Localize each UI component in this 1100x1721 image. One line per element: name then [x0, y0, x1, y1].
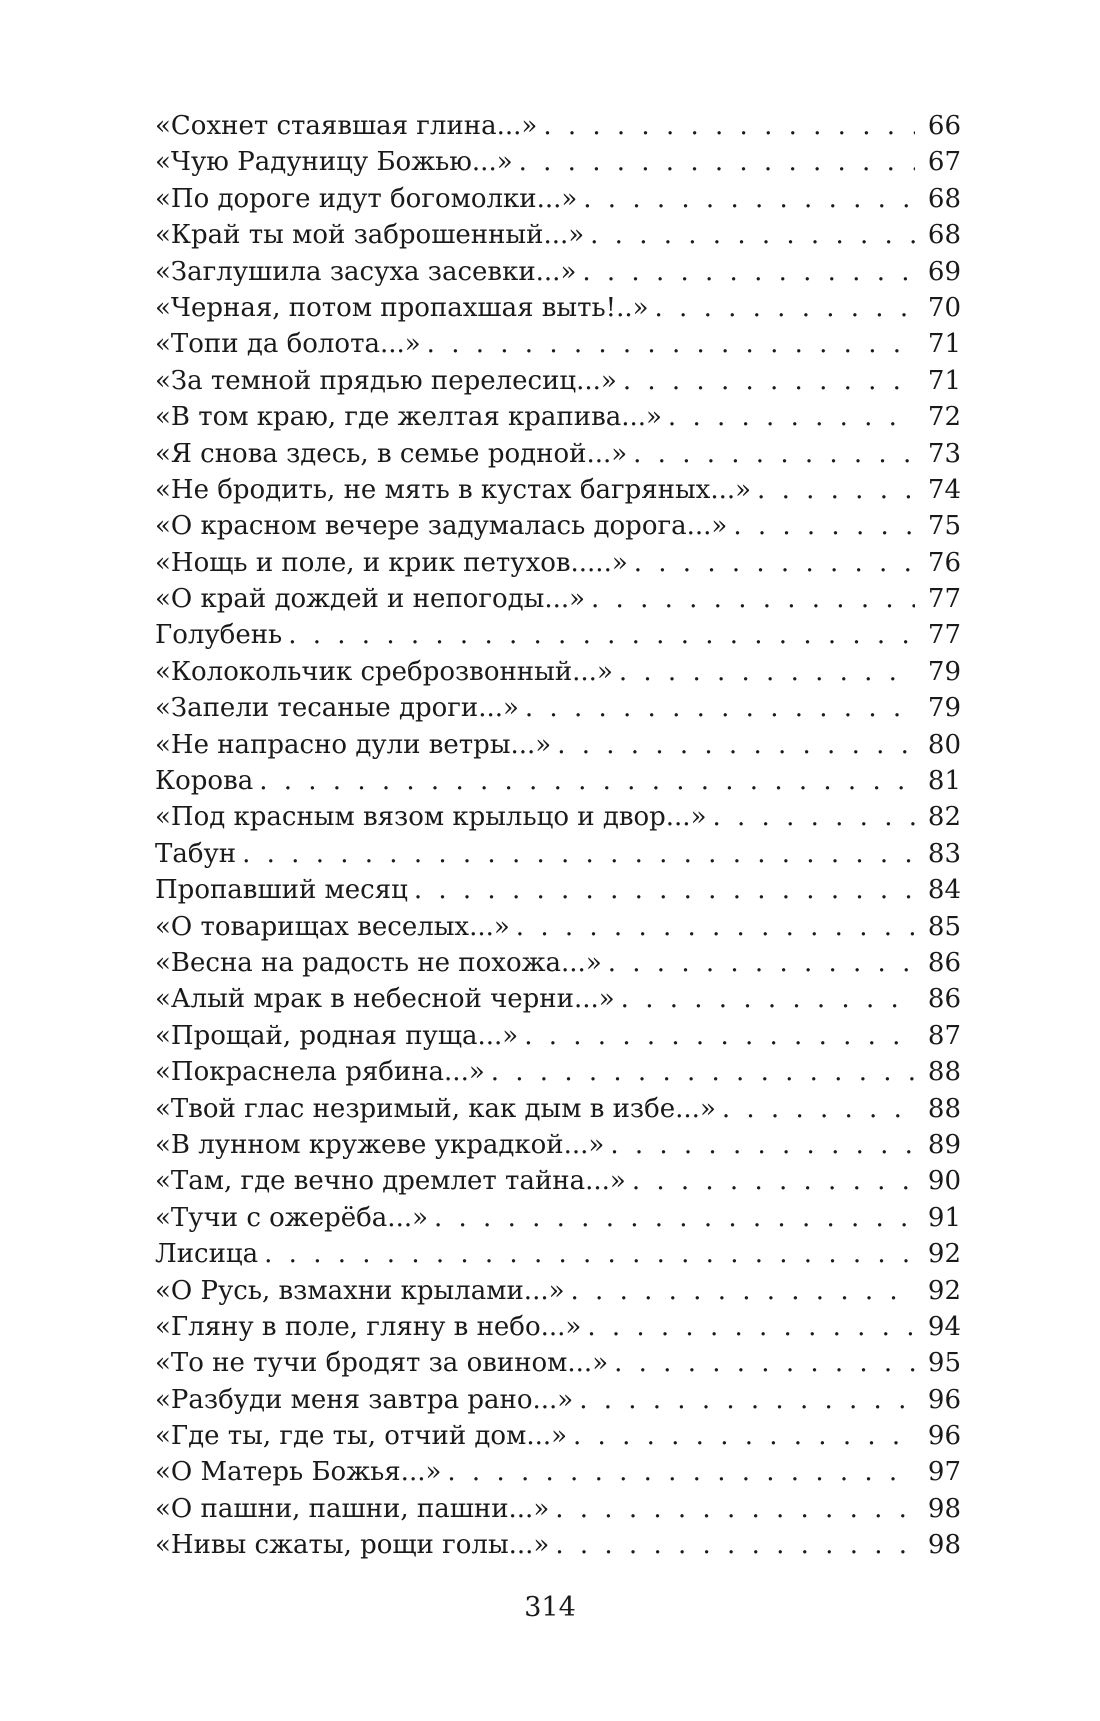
- toc-entry-title: «Покраснела рябина...»: [155, 1057, 485, 1088]
- toc-entry-page: 92: [927, 1275, 961, 1306]
- toc-entry[interactable]: [155, 1018, 961, 1054]
- toc-entry[interactable]: [155, 1200, 961, 1236]
- dot-leader: [591, 581, 915, 617]
- dot-leader: [733, 508, 915, 544]
- dot-leader: [524, 1018, 915, 1054]
- toc-entry[interactable]: [155, 1527, 961, 1563]
- toc-entry-title: Пропавший месяц: [155, 875, 408, 906]
- toc-entry-title: «Тучи с ожерёба...»: [155, 1202, 428, 1233]
- toc-entry[interactable]: [155, 399, 961, 435]
- toc-entry[interactable]: [155, 1491, 961, 1527]
- dot-leader: [655, 290, 915, 326]
- toc-entry[interactable]: [155, 1345, 961, 1381]
- toc-entry-page: 88: [927, 1093, 961, 1124]
- toc-entry-page: 71: [927, 329, 961, 360]
- toc-entry-page: 68: [927, 183, 961, 214]
- toc-entry[interactable]: [155, 1454, 961, 1490]
- toc-entry[interactable]: [155, 1309, 961, 1345]
- toc-entry-page: 73: [927, 438, 961, 469]
- toc-entry-page: 90: [927, 1166, 961, 1197]
- toc-entry[interactable]: [155, 254, 961, 290]
- toc-entry-title: «По дороге идут богомолки...»: [155, 183, 578, 214]
- toc-entry[interactable]: [155, 581, 961, 617]
- toc-entry-title: «Нивы сжаты, рощи голы...»: [155, 1530, 550, 1561]
- toc-entry[interactable]: [155, 290, 961, 326]
- toc-entry-title: «Черная, потом пропахшая выть!..»: [155, 292, 649, 323]
- toc-entry-page: 86: [927, 947, 961, 978]
- dot-leader: [447, 1454, 915, 1490]
- toc-entry-title: «Гляну в поле, гляну в небо...»: [155, 1311, 582, 1342]
- toc-entry-page: 70: [927, 292, 961, 323]
- toc-entry-title: «Где ты, где ты, отчий дом...»: [155, 1421, 568, 1452]
- toc-entry[interactable]: [155, 1163, 961, 1199]
- toc-entry-page: 95: [927, 1348, 961, 1379]
- dot-leader: [621, 981, 915, 1017]
- toc-entry[interactable]: [155, 909, 961, 945]
- dot-leader: [491, 1054, 915, 1090]
- toc-entry-title: «Разбуди меня завтра рано...»: [155, 1384, 574, 1415]
- dot-leader: [712, 799, 915, 835]
- toc-entry-page: 87: [927, 1020, 961, 1051]
- toc-entry[interactable]: [155, 181, 961, 217]
- dot-leader: [582, 254, 915, 290]
- dot-leader: [614, 1345, 915, 1381]
- toc-entry-title: «О красном вечере задумалась дорога...»: [155, 511, 728, 542]
- toc-entry[interactable]: [155, 872, 961, 908]
- toc-entry[interactable]: [155, 326, 961, 362]
- dot-leader: [587, 1309, 915, 1345]
- toc-entry-page: 75: [927, 511, 961, 542]
- toc-entry-page: 91: [927, 1202, 961, 1233]
- dot-leader: [555, 1491, 915, 1527]
- dot-leader: [242, 836, 915, 872]
- dot-leader: [623, 363, 915, 399]
- toc-entry[interactable]: [155, 1054, 961, 1090]
- toc-entry[interactable]: [155, 1382, 961, 1418]
- toc-entry[interactable]: [155, 1091, 961, 1127]
- toc-entry[interactable]: [155, 981, 961, 1017]
- dot-leader: [264, 1236, 915, 1272]
- toc-entry-title: «Там, где вечно дремлет тайна...»: [155, 1166, 626, 1197]
- dot-leader: [610, 1127, 915, 1163]
- toc-entry-page: 68: [927, 220, 961, 251]
- toc-entry-title: «О Матерь Божья...»: [155, 1457, 442, 1488]
- toc-entry[interactable]: [155, 945, 961, 981]
- toc-entry[interactable]: [155, 363, 961, 399]
- toc-entry-page: 77: [927, 584, 961, 615]
- toc-entry-title: «Сохнет стаявшая глина...»: [155, 111, 538, 141]
- toc-entry-page: 71: [927, 365, 961, 396]
- toc-entry-title: «О Русь, взмахни крылами...»: [155, 1275, 565, 1306]
- toc-entry-page: 96: [927, 1384, 961, 1415]
- toc-entry[interactable]: [155, 654, 961, 690]
- toc-entry-title: Корова: [155, 766, 254, 797]
- toc-entry-title: «Край ты мой заброшенный...»: [155, 220, 585, 251]
- toc-entry-title: «Прощай, родная пуща...»: [155, 1020, 519, 1051]
- toc-entry-title: «Не бродить, не мять в кустах багряных...»: [155, 474, 752, 505]
- toc-entry-title: «В лунном кружеве украдкой...»: [155, 1129, 605, 1160]
- toc-entry-title: «Твой глас незримый, как дым в избе...»: [155, 1093, 716, 1124]
- dot-leader: [632, 1163, 915, 1199]
- toc-entry-page: 67: [927, 147, 961, 178]
- toc-entry[interactable]: [155, 836, 961, 872]
- toc-entry-page: 72: [927, 402, 961, 433]
- toc-entry-page: 84: [927, 875, 961, 906]
- table-of-contents: [155, 108, 961, 1564]
- dot-leader: [633, 436, 915, 472]
- toc-entry-title: «О край дождей и непогоды...»: [155, 584, 586, 615]
- toc-entry-page: 79: [927, 693, 961, 724]
- dot-leader: [557, 727, 915, 763]
- toc-entry-title: «Чую Радуницу Божью...»: [155, 147, 513, 178]
- toc-entry-page: 86: [927, 984, 961, 1015]
- dot-leader: [543, 108, 915, 144]
- toc-entry[interactable]: [155, 799, 961, 835]
- toc-entry[interactable]: [155, 690, 961, 726]
- toc-entry-page: 96: [927, 1421, 961, 1452]
- toc-entry[interactable]: [155, 144, 961, 180]
- toc-entry[interactable]: [155, 217, 961, 253]
- dot-leader: [516, 909, 915, 945]
- toc-entry-page: 85: [927, 911, 961, 942]
- toc-entry-page: 79: [927, 656, 961, 687]
- dot-leader: [757, 472, 915, 508]
- toc-entry[interactable]: [155, 727, 961, 763]
- toc-entry[interactable]: [155, 1418, 961, 1454]
- dot-leader: [259, 763, 915, 799]
- toc-entry[interactable]: [155, 763, 961, 799]
- toc-entry[interactable]: [155, 108, 961, 144]
- toc-entry-title: «О пашни, пашни, пашни...»: [155, 1493, 550, 1524]
- toc-entry-title: «То не тучи бродят за овином...»: [155, 1348, 609, 1379]
- dot-leader: [427, 326, 915, 362]
- toc-entry-title: «Весна на радость не похожа...»: [155, 947, 602, 978]
- toc-entry-page: 88: [927, 1057, 961, 1088]
- toc-entry-page: 94: [927, 1311, 961, 1342]
- toc-entry[interactable]: [155, 1236, 961, 1272]
- toc-entry-page: 81: [927, 766, 961, 797]
- toc-entry-title: «Не напрасно дули ветры...»: [155, 729, 552, 760]
- toc-entry[interactable]: [155, 1127, 961, 1163]
- dot-leader: [288, 617, 915, 653]
- toc-entry-page: 98: [927, 1530, 961, 1561]
- toc-entry-title: «Алый мрак в небесной черни...»: [155, 984, 615, 1015]
- dot-leader: [634, 545, 915, 581]
- dot-leader: [571, 1273, 915, 1309]
- dot-leader: [583, 181, 915, 217]
- toc-entry-title: «Я снова здесь, в семье родной...»: [155, 438, 628, 469]
- toc-entry[interactable]: [155, 472, 961, 508]
- dot-leader: [668, 399, 915, 435]
- toc-entry-page: 97: [927, 1457, 961, 1488]
- page-number: 314: [524, 1592, 576, 1623]
- toc-entry[interactable]: [155, 1273, 961, 1309]
- toc-entry[interactable]: [155, 617, 961, 653]
- dot-leader: [573, 1418, 915, 1454]
- dot-leader: [519, 144, 915, 180]
- toc-entry-page: 76: [927, 547, 961, 578]
- toc-entry-page: 66: [927, 111, 961, 141]
- toc-entry-title: «Запели тесаные дроги...»: [155, 693, 519, 724]
- toc-entry-page: 98: [927, 1493, 961, 1524]
- toc-entry-title: Табун: [155, 838, 237, 869]
- toc-entry-title: «В том краю, где желтая крапива...»: [155, 402, 662, 433]
- toc-entry-title: «Колокольчик среброзвонный...»: [155, 656, 613, 687]
- toc-entry-page: 74: [927, 474, 961, 505]
- toc-entry-title: «Нощь и поле, и крик петухов.....»: [155, 547, 628, 578]
- dot-leader: [619, 654, 915, 690]
- dot-leader: [525, 690, 915, 726]
- dot-leader: [555, 1527, 915, 1563]
- toc-entry[interactable]: [155, 436, 961, 472]
- toc-entry-title: «Топи да болота...»: [155, 329, 421, 360]
- dot-leader: [608, 945, 915, 981]
- toc-entry-title: «За темной прядью перелесиц...»: [155, 365, 617, 396]
- dot-leader: [579, 1382, 915, 1418]
- toc-entry-page: 82: [927, 802, 961, 833]
- toc-entry-title: Голубень: [155, 620, 283, 651]
- toc-entry-title: Лисица: [155, 1239, 259, 1270]
- toc-entry[interactable]: [155, 545, 961, 581]
- toc-entry-title: «О товарищах веселых...»: [155, 911, 510, 942]
- toc-entry[interactable]: [155, 508, 961, 544]
- toc-entry-page: 80: [927, 729, 961, 760]
- toc-entry-page: 92: [927, 1239, 961, 1270]
- dot-leader: [414, 872, 915, 908]
- dot-leader: [722, 1091, 915, 1127]
- toc-entry-page: 83: [927, 838, 961, 869]
- toc-entry-page: 69: [927, 256, 961, 287]
- toc-entry-title: «Под красным вязом крыльцо и двор...»: [155, 802, 707, 833]
- toc-entry-page: 89: [927, 1129, 961, 1160]
- toc-entry-page: 77: [927, 620, 961, 651]
- toc-entry-title: «Заглушила засуха засевки...»: [155, 256, 577, 287]
- dot-leader: [434, 1200, 915, 1236]
- dot-leader: [590, 217, 915, 253]
